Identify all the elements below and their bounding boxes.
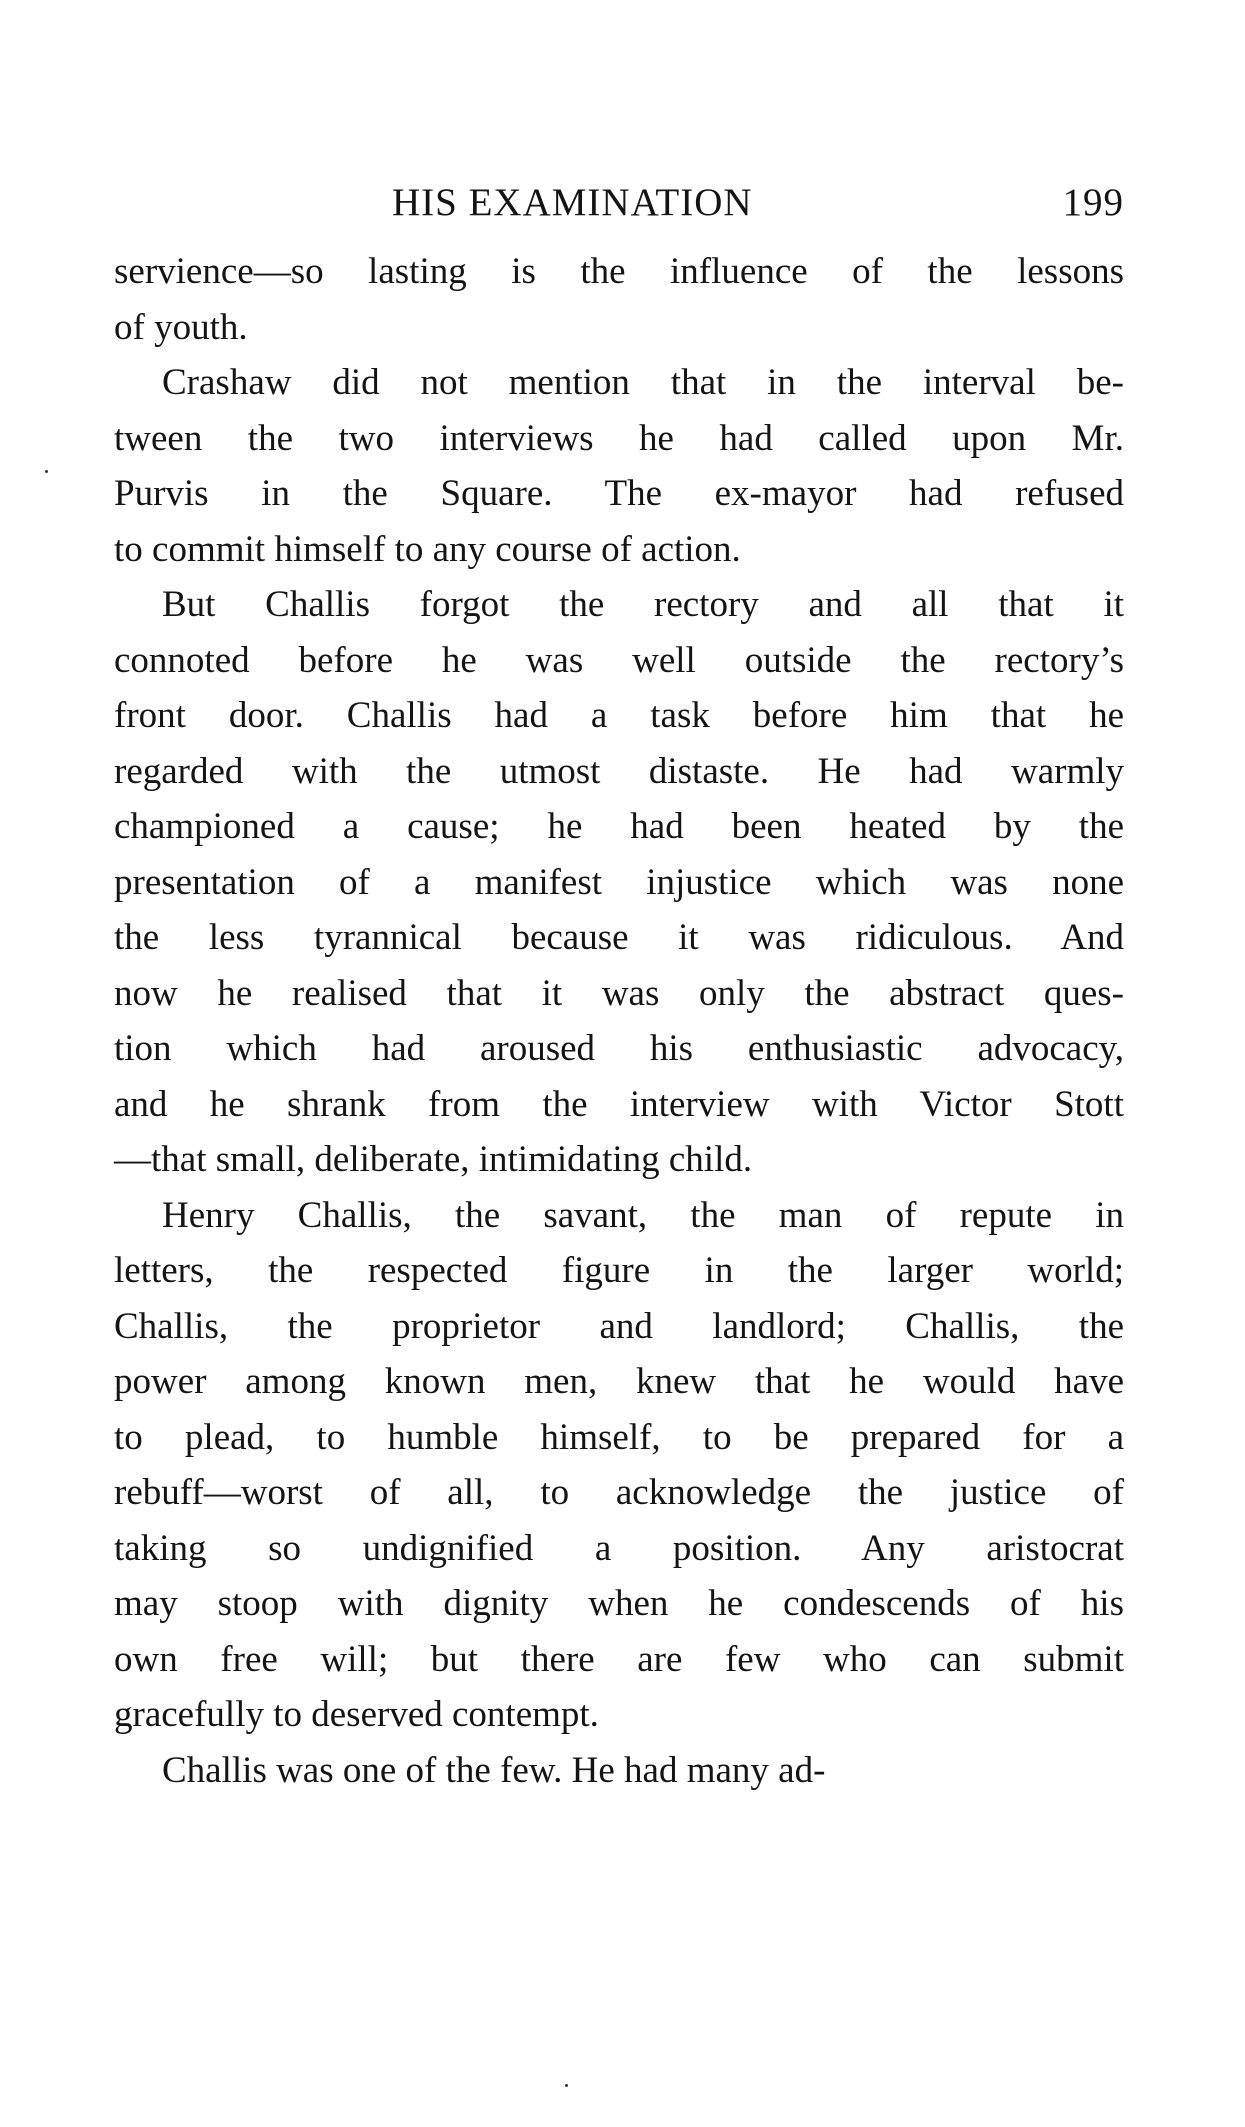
running-head (114, 180, 1124, 244)
text-line: Henry Challis, the savant, the man of repute in (162, 1194, 1124, 1236)
text-line: may stoop with dignity when he condescends of his (114, 1583, 1124, 1624)
text-line: Challis, the proprietor and landlord; Challis, the (114, 1305, 1124, 1347)
paragraph (114, 355, 1124, 577)
text-line: rebuff—worst of all, to acknowledge the justice of (114, 1472, 1124, 1513)
paragraph (114, 1188, 1124, 1743)
text-line: to plead, to humble himself, to be prepared for a (114, 1416, 1124, 1458)
text-line: power among known men, knew that he would have (114, 1361, 1124, 1402)
text-line: to commit himself to any course of action. (114, 528, 741, 570)
text-line: tween the two interviews he had called upon Mr. (114, 417, 1124, 459)
text-line: connoted before he was well outside the rectory’s (114, 639, 1124, 681)
text-line: presentation of a manifest injustice which was none (114, 861, 1124, 903)
text-line: and he shrank from the interview with Victor Stott (114, 1083, 1124, 1125)
text-line: tion which had aroused his enthusiastic advocacy, (114, 1028, 1124, 1069)
body-text (114, 244, 1124, 1798)
paragraph (114, 244, 1124, 355)
text-line: championed a cause; he had been heated by the (114, 806, 1124, 847)
paragraph (114, 577, 1124, 1188)
book-page (114, 180, 1124, 1798)
text-line: —that small, deliberate, intimidating child. (114, 1139, 753, 1180)
page-number: 199 (1062, 181, 1124, 224)
text-line: servience—so lasting is the influence of the lessons (114, 251, 1124, 292)
print-speck (565, 2084, 568, 2087)
text-line: taking so undignified a position. Any aristocrat (114, 1527, 1124, 1569)
text-line: regarded with the utmost distaste. He had warmly (114, 750, 1124, 792)
text-line: the less tyrannical because it was ridiculous. And (114, 917, 1124, 958)
paragraph (114, 1743, 1124, 1799)
text-line: Crashaw did not mention that in the interval be- (162, 362, 1124, 403)
text-line: of youth. (114, 306, 248, 348)
text-line: But Challis forgot the rectory and all that it (162, 584, 1124, 625)
text-line: front door. Challis had a task before him that he (114, 695, 1124, 736)
text-line: own free will; but there are few who can submit (114, 1638, 1124, 1680)
chapter-title: HIS EXAMINATION (392, 181, 753, 224)
text-line: Challis was one of the few. He had many ad- (162, 1749, 826, 1791)
text-line: Purvis in the Square. The ex-mayor had refused (114, 473, 1124, 514)
text-line: letters, the respected figure in the larger world; (114, 1250, 1124, 1291)
text-line: gracefully to deserved contempt. (114, 1694, 599, 1735)
text-line: now he realised that it was only the abstract ques- (114, 972, 1124, 1014)
print-speck (45, 470, 48, 473)
